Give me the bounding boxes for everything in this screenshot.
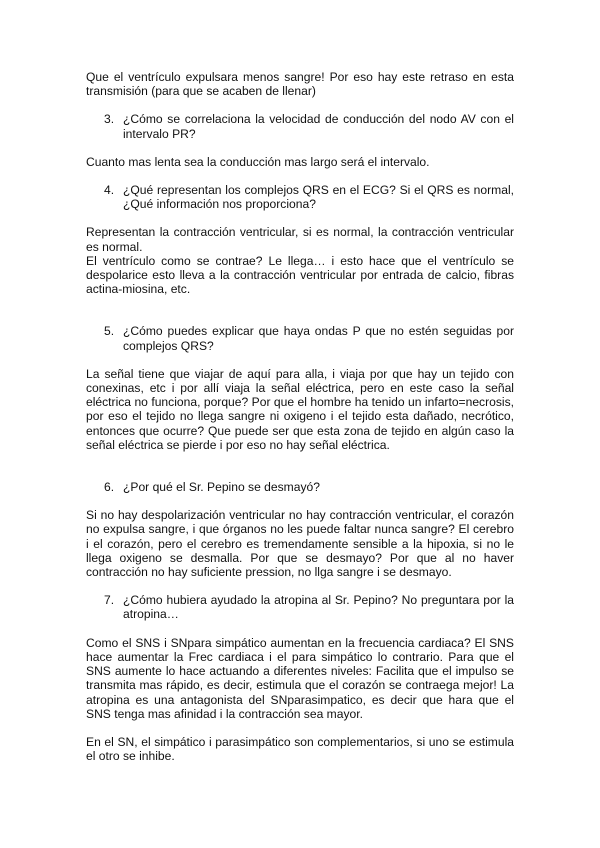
answer-4-paragraph-1: Representan la contracción ventricular, si es normal, la contracción ventricular es normal. — [86, 225, 514, 254]
answer-6-paragraph-1: Si no hay despolarización ventricular no hay contracción ventricular, el corazón no expulsa sangre, i que órganos no les puede faltar nunca sangre? El cerebro i el corazón, pero el cerebro es tremendamente sensible a la hipoxia, si no le llega oxigeno se desmalla. Por que se desmayo? Por que al no haver contracción no hay suficiente pression, no llga sangre i se desmayo. — [86, 508, 514, 580]
answer-4-paragraph-2: El ventrículo como se contrae? Le llega… i esto hace que el ventrículo se despolarice esto lleva a la contracción ventricular por entrada de calcio, fibras actina-miosina, etc. — [86, 253, 514, 297]
answer-7-paragraph-1: Como el SNS i SNpara simpático aumentan en la frecuencia cardiaca? El SNS hace aumentar la Frec cardiaca i el para simpático lo contrario. Para que el SNS aumente lo hace actuando a diferentes niveles: Facilita que el impulso se transmita mas rápido, es decir, estimula que el corazón se contraega mejor! La atropina es una antagonista del SNparasimpatico, es decir que hara que el SNS tenga mas afinidad i la contracción sea mayor. — [86, 635, 514, 721]
question-3 — [86, 112, 514, 140]
question-number: 5. — [104, 324, 115, 339]
spacer — [86, 310, 514, 324]
question-number: 7. — [104, 593, 115, 608]
answer-5-paragraph-1: La señal tiene que viajar de aquí para alla, i viaja por que hay un tejido con conexinas, etc i por allí viaja la señal eléctrica, pero en este caso la señal eléctrica no funciona, porque? Por que el hombre ha tenido un infarto=necrosis, por eso el tejido no llega sangre ni oxigeno i el tejido esta dañado, necrótico, entonces que ocurre? Que puede ser que esta zona de tejido en algún caso la señal eléctrica se pierde i por eso no hay señal eléctrica. — [86, 366, 514, 452]
question-text: ¿Cómo se correlaciona la velocidad de conducción del nodo AV con el intervalo PR? — [123, 112, 514, 141]
question-number: 6. — [104, 480, 115, 495]
question-5 — [86, 324, 514, 352]
document-page — [86, 70, 514, 763]
spacer — [86, 466, 514, 480]
question-text: ¿Cómo hubiera ayudado la atropina al Sr. Pepino? No preguntara por la atropina… — [123, 593, 514, 622]
question-text: ¿Por qué el Sr. Pepino se desmayó? — [123, 480, 320, 495]
question-text: ¿Qué representan los complejos QRS en el ECG? Si el QRS es normal, ¿Qué información nos proporciona? — [123, 183, 514, 212]
question-6 — [86, 480, 514, 494]
question-number: 4. — [104, 183, 115, 198]
answer-7-paragraph-2: En el SN, el simpático i parasimpático son complementarios, si uno se estimula el otro se inhibe. — [86, 734, 514, 764]
answer-3-paragraph-1: Cuanto mas lenta sea la conducción mas largo será el intervalo. — [86, 154, 430, 169]
question-text: ¿Cómo puedes explicar que haya ondas P que no estén seguidas por complejos QRS? — [123, 324, 514, 353]
question-4 — [86, 183, 514, 211]
question-7 — [86, 593, 514, 621]
question-number: 3. — [104, 112, 115, 127]
intro-paragraph: Que el ventrículo expulsara menos sangre! Por eso hay este retraso en esta transmisión (para que se acaben de llenar) — [86, 70, 514, 99]
